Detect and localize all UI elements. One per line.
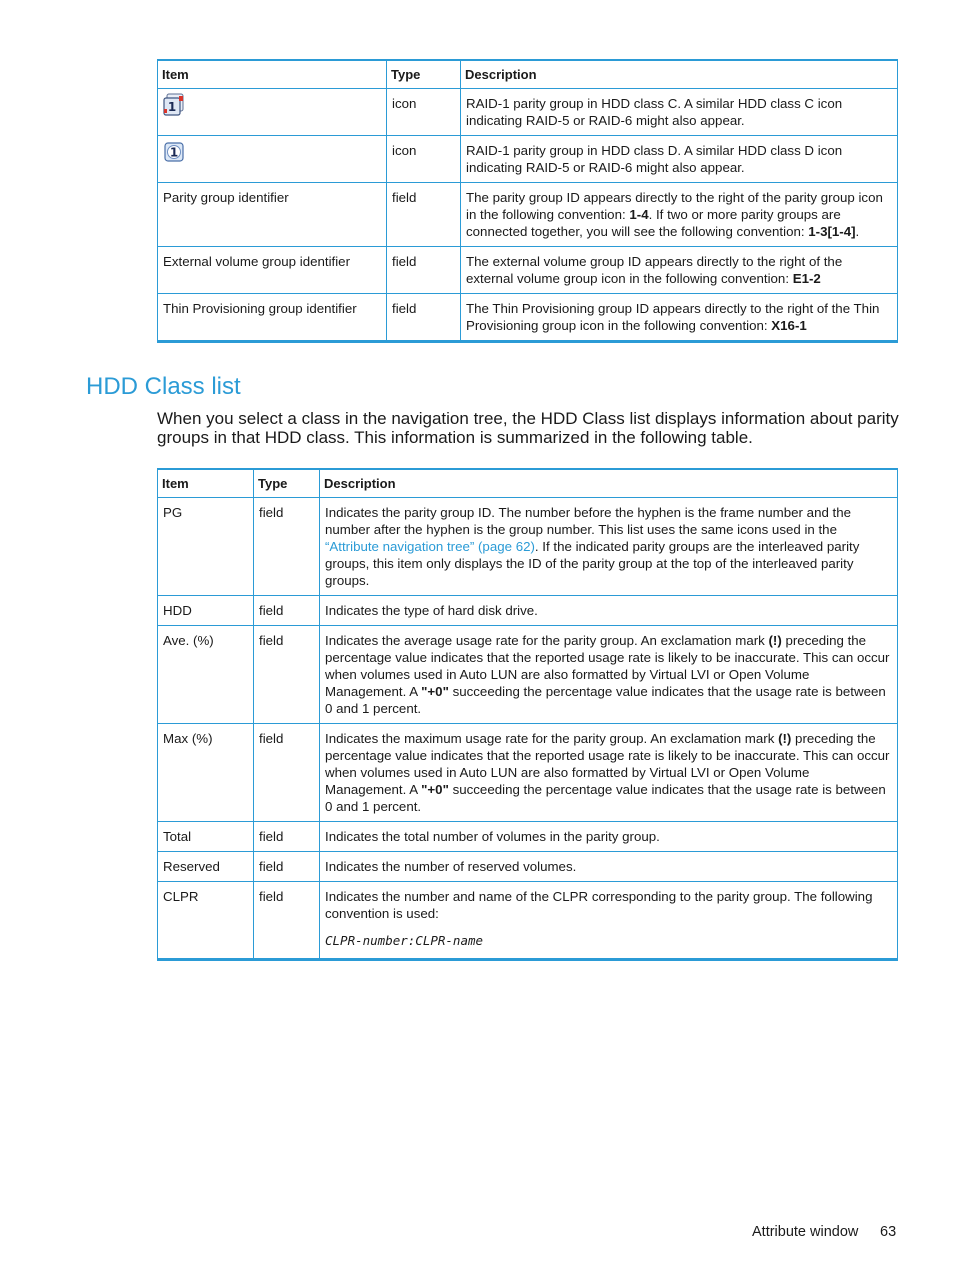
description-text: . If the indicated parity groups are the interleaved parity groups, this item only displays the ID of the parity group at the top of the interleaved parity groups. (325, 539, 860, 588)
convention-example: E1-2 (792, 271, 821, 286)
item-cell: External volume group identifier (158, 247, 387, 294)
attribute-navigation-tree-link[interactable]: “Attribute navigation tree” (page 62) (325, 539, 535, 554)
description-text: . If two or more parity groups are connected together, you will see the following convention: (466, 207, 841, 239)
exclamation-mark: (!) (778, 731, 792, 746)
type-cell: field (254, 852, 320, 882)
item-cell: Parity group identifier (158, 183, 387, 247)
description-text: The parity group ID appears directly to the right of the parity group icon in the following convention: (466, 190, 883, 222)
table-header-row (158, 60, 898, 89)
table-row (158, 724, 898, 822)
table-row (158, 882, 898, 960)
svg-text:1: 1 (169, 145, 179, 160)
type-cell: field (254, 724, 320, 822)
description-cell (320, 498, 898, 596)
column-header-type: Type (387, 60, 461, 89)
item-cell (158, 89, 387, 136)
raid1-class-d-icon (163, 140, 185, 164)
item-cell: CLPR (158, 882, 254, 960)
description-text: Indicates the number and name of the CLPR corresponding to the parity group. The following convention is used: (325, 889, 873, 921)
description-text: succeeding the percentage value indicates that the usage rate is between 0 and 1 percent. (325, 684, 886, 716)
convention-example: X16-1 (771, 318, 807, 333)
type-cell: field (254, 626, 320, 724)
svg-text:1: 1 (167, 100, 177, 114)
description-text: preceding the percentage value indicates that the reported usage rate is likely to be inaccurate. This can occur when volumes used in Auto LUN are also formatted by Virtual LVI or Open Volume Management. A (325, 633, 890, 699)
hdd-class-list-table (157, 468, 898, 961)
item-cell: HDD (158, 596, 254, 626)
item-cell: Reserved (158, 852, 254, 882)
table-row (158, 294, 898, 342)
table-row (158, 498, 898, 596)
plus-zero: "+0" (421, 782, 449, 797)
column-header-description: Description (461, 60, 898, 89)
table-row (158, 183, 898, 247)
description-cell (461, 183, 898, 247)
convention-example: 1-3[1-4] (808, 224, 856, 239)
type-cell: field (254, 498, 320, 596)
description-cell: Indicates the type of hard disk drive. (320, 596, 898, 626)
table-row (158, 247, 898, 294)
description-cell (320, 882, 898, 960)
item-cell: Ave. (%) (158, 626, 254, 724)
table-row (158, 626, 898, 724)
column-header-item: Item (158, 60, 387, 89)
clpr-convention-code: CLPR-number:CLPR-name (325, 933, 484, 948)
description-cell (461, 247, 898, 294)
column-header-description: Description (320, 469, 898, 498)
description-text: Indicates the parity group ID. The number before the hyphen is the frame number and the number after the hyphen is the group number. This list uses the same icons used in the (325, 505, 852, 537)
item-cell: Max (%) (158, 724, 254, 822)
table-row (158, 89, 898, 136)
description-text: . (855, 224, 860, 239)
plus-zero: "+0" (421, 684, 449, 699)
description-text: Indicates the average usage rate for the parity group. An exclamation mark (325, 633, 769, 648)
description-text: succeeding the percentage value indicates that the usage rate is between 0 and 1 percent. (325, 782, 886, 814)
column-header-type: Type (254, 469, 320, 498)
section-title: HDD Class list (86, 373, 241, 400)
description-cell: RAID-1 parity group in HDD class C. A similar HDD class C icon indicating RAID-5 or RAID-6 might also appear. (461, 89, 898, 136)
item-cell: Thin Provisioning group identifier (158, 294, 387, 342)
column-header-item: Item (158, 469, 254, 498)
description-cell (320, 626, 898, 724)
parity-group-icons-table (157, 59, 898, 343)
description-cell: RAID-1 parity group in HDD class D. A similar HDD class D icon indicating RAID-5 or RAID-6 might also appear. (461, 136, 898, 183)
description-cell: Indicates the total number of volumes in the parity group. (320, 822, 898, 852)
description-text: Indicates the maximum usage rate for the parity group. An exclamation mark (325, 731, 779, 746)
type-cell: icon (387, 89, 461, 136)
type-cell: field (254, 882, 320, 960)
type-cell: field (254, 596, 320, 626)
table-header-row (158, 469, 898, 498)
description-cell (461, 294, 898, 342)
table-row (158, 822, 898, 852)
type-cell: field (387, 294, 461, 342)
item-cell: Total (158, 822, 254, 852)
description-cell (320, 724, 898, 822)
intro-paragraph: When you select a class in the navigation tree, the HDD Class list displays information about parity groups in that HDD class. This information is summarized in the following table. (157, 409, 899, 447)
type-cell: field (254, 822, 320, 852)
table-row (158, 852, 898, 882)
table-row (158, 596, 898, 626)
footer-chapter-title: Attribute window (752, 1224, 859, 1240)
table-row (158, 136, 898, 183)
type-cell: field (387, 247, 461, 294)
footer-page-number: 63 (880, 1224, 897, 1240)
description-cell: Indicates the number of reserved volumes. (320, 852, 898, 882)
description-text: The Thin Provisioning group ID appears directly to the right of the Thin Provisioning group icon in the following convention: (466, 301, 880, 333)
exclamation-mark: (!) (768, 633, 782, 648)
description-text: preceding the percentage value indicates that the reported usage rate is likely to be inaccurate. This can occur when volumes used in Auto LUN are also formatted by Virtual LVI or Open Volume Management. A (325, 731, 890, 797)
description-text: The external volume group ID appears directly to the right of the external volume group icon in the following convention: (466, 254, 843, 286)
type-cell: icon (387, 136, 461, 183)
raid1-class-c-icon (163, 93, 185, 117)
convention-example: 1-4 (629, 207, 649, 222)
item-cell (158, 136, 387, 183)
type-cell: field (387, 183, 461, 247)
item-cell: PG (158, 498, 254, 596)
